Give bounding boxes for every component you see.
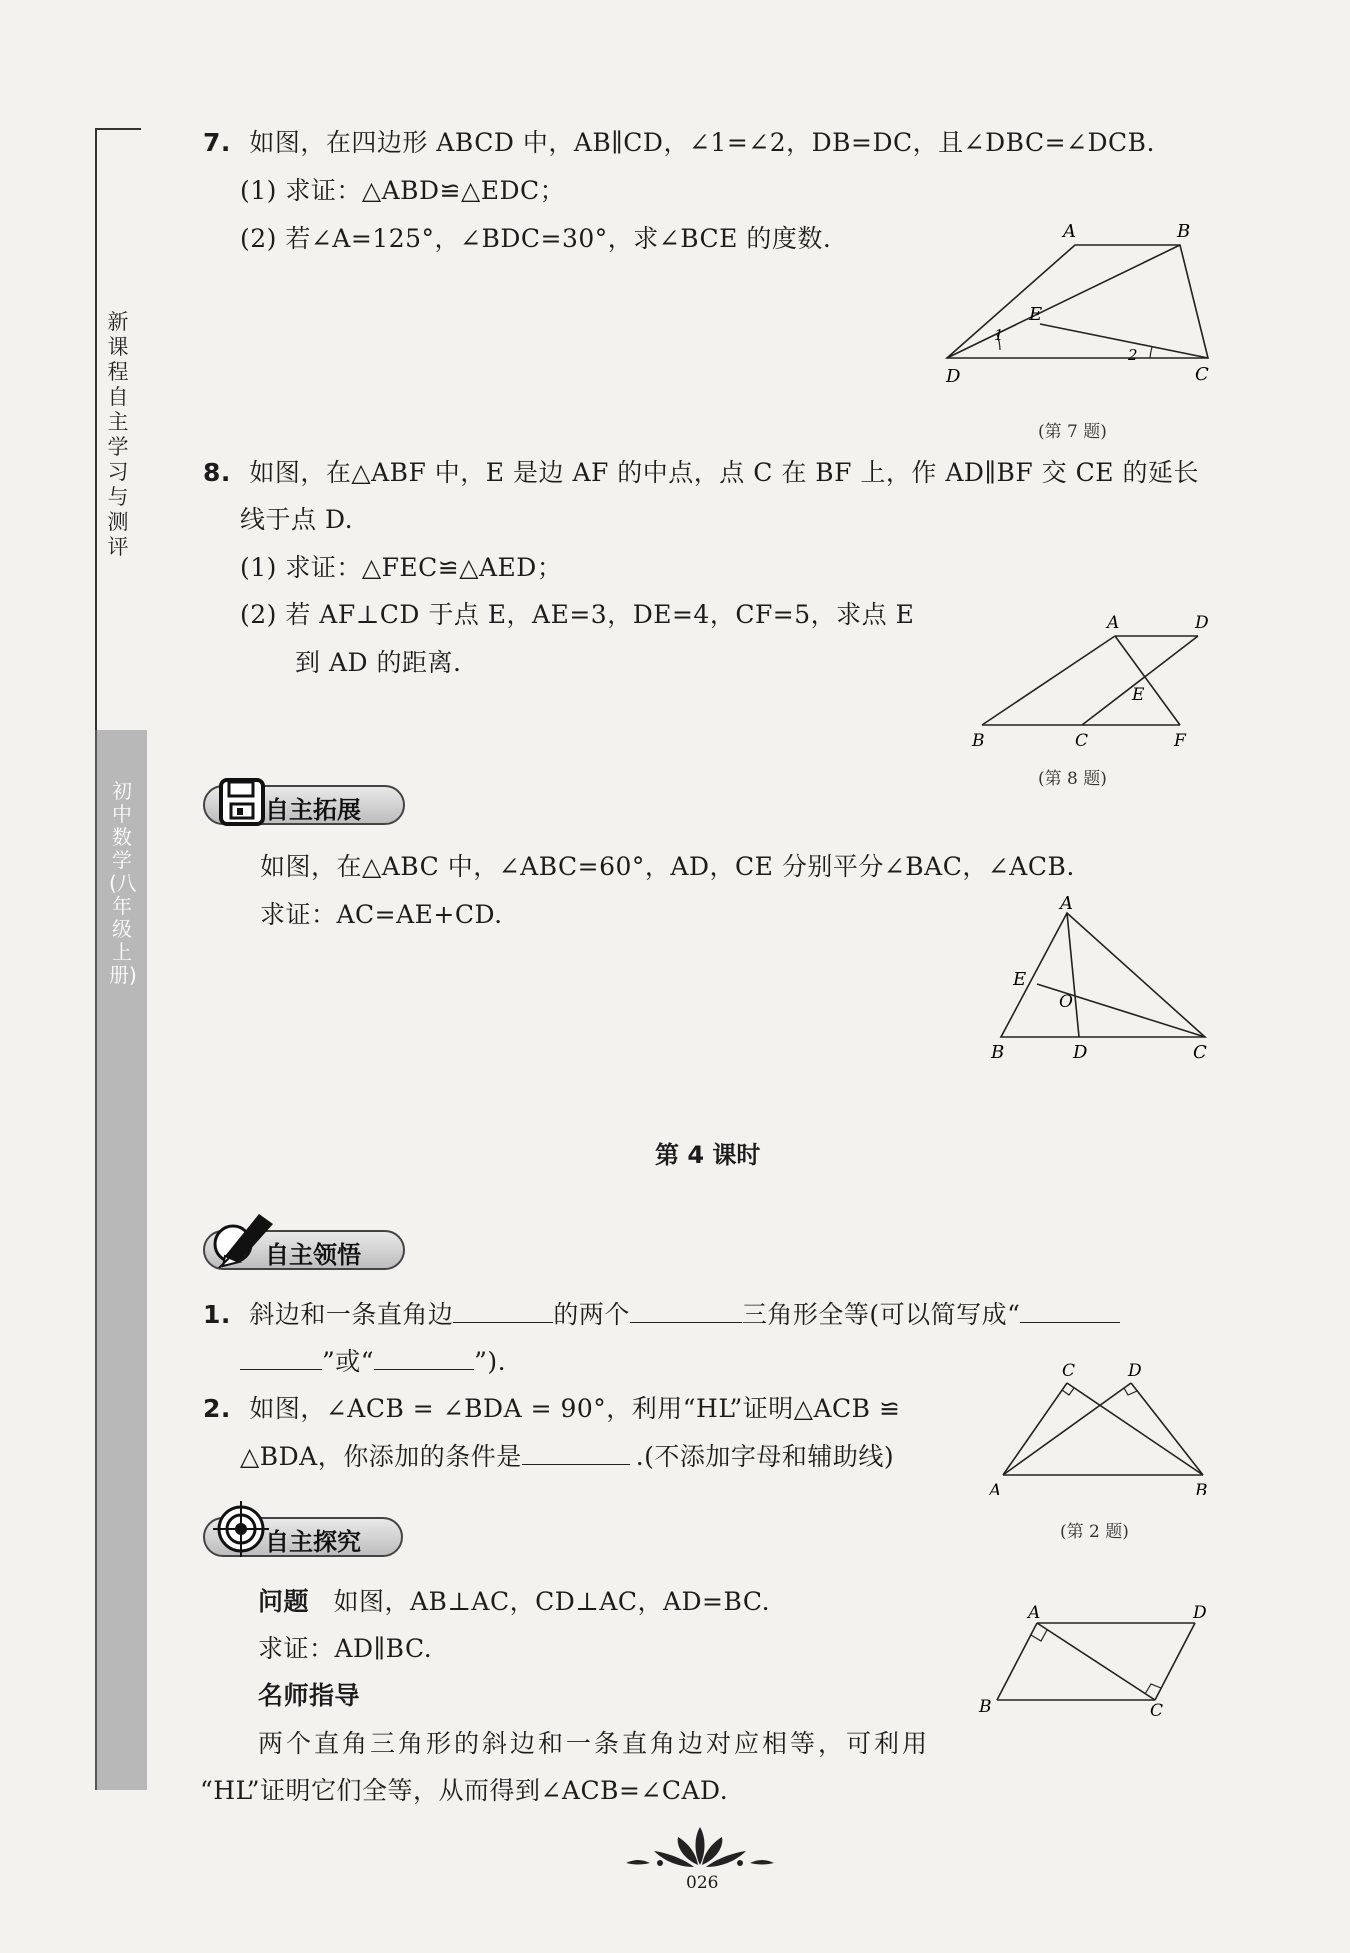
comprehend-q1-d: ”或“	[322, 1347, 375, 1376]
q8-label-a: A	[1107, 613, 1120, 633]
q8-figure	[970, 610, 1220, 755]
section-title-comprehend: 自主领悟	[265, 1241, 361, 1269]
floppy-disk-icon	[217, 775, 269, 833]
explore-guide2: “HL”证明它们全等，从而得到∠ACB=∠CAD.	[200, 1776, 729, 1805]
q7-label-e: E	[1029, 304, 1043, 325]
comprehend-q2-line1	[203, 1392, 900, 1426]
q7-label-c: C	[1195, 364, 1209, 385]
comprehend-q2-line2	[240, 1440, 894, 1474]
extend-label-c: C	[1193, 1042, 1207, 1063]
section-badge-extend	[203, 785, 405, 825]
comprehend-q1-line2	[240, 1345, 506, 1379]
blank-3b[interactable]	[240, 1345, 322, 1370]
comprehend-q1-a: 斜边和一条直角边	[249, 1300, 454, 1329]
q8-text2: 线于点 D.	[240, 505, 354, 534]
comprehend-q2-number: 2.	[203, 1394, 231, 1423]
q8-stem	[203, 456, 1199, 490]
section-title-extend: 自主拓展	[265, 796, 361, 824]
explore-label-b: B	[979, 1697, 992, 1717]
blank-4[interactable]	[374, 1345, 474, 1370]
explore-prove: 求证：AD∥BC.	[258, 1634, 433, 1663]
q8-caption: (第 8 题)	[1038, 769, 1107, 789]
blank-2[interactable]	[630, 1298, 742, 1323]
q7-stem	[203, 126, 1155, 160]
comprehend-q2-figure	[985, 1355, 1215, 1495]
q7-label-d: D	[946, 366, 961, 387]
comprehend-q2-b: △BDA，你添加的条件是	[240, 1442, 522, 1471]
extend-figure	[985, 895, 1215, 1070]
q7-sub1: (1) 求证：△ABD≌△EDC；	[240, 176, 566, 205]
q7-label-b: B	[1177, 221, 1191, 242]
explore-label-c: C	[1150, 1701, 1164, 1721]
comprehend-q2-c: .(不添加字母和辅助线)	[635, 1442, 895, 1471]
comprehend-label-a: A	[989, 1481, 1002, 1495]
explore-guide-title: 名师指导	[258, 1681, 361, 1710]
q8-sub1: (1) 求证：△FEC≌△AED；	[240, 553, 563, 582]
q8-label-c: C	[1075, 731, 1089, 751]
comprehend-q1-b: 的两个	[553, 1300, 630, 1329]
extend-text1: 如图，在△ABC 中，∠ABC=60°，AD，CE 分别平分∠BAC，∠ACB.	[260, 852, 1075, 881]
section-title-explore: 自主探究	[265, 1528, 361, 1556]
q7-label-a: A	[1063, 221, 1076, 242]
q8-text1: 如图，在△ABF 中，E 是边 AF 的中点，点 C 在 BF 上，作 AD∥BF 交 CE 的延长	[249, 458, 1199, 487]
comprehend-q1-line1	[203, 1298, 1120, 1332]
q8-label-e: E	[1132, 685, 1145, 705]
footer-ornament-icon	[620, 1823, 780, 1873]
sidebar-bottom	[95, 730, 147, 1790]
q7-text: 如图，在四边形 ABCD 中，AB∥CD，∠1=∠2，DB=DC，且∠DBC=∠DCB.	[249, 128, 1155, 157]
q8-label-d: D	[1195, 613, 1209, 633]
q7-caption: (第 7 题)	[1038, 422, 1107, 442]
q8-sub2a: (2) 若 AF⊥CD 于点 E，AE=3，DE=4，CF=5，求点 E	[240, 600, 915, 629]
q8-sub2b: 到 AD 的距离.	[295, 648, 462, 677]
explore-guide1: 两个直角三角形的斜边和一条直角边对应相等，可利用	[258, 1729, 931, 1758]
extend-label-a: A	[1060, 895, 1073, 914]
lesson-title: 第 4 课时	[655, 1141, 761, 1169]
comprehend-label-c: C	[1062, 1361, 1076, 1381]
section-badge-comprehend	[203, 1230, 405, 1270]
blank-1[interactable]	[453, 1298, 553, 1323]
comprehend-label-b: B	[1195, 1481, 1208, 1495]
sidebar-top	[95, 128, 141, 730]
blank-3a[interactable]	[1020, 1298, 1120, 1323]
q8-label-b: B	[972, 731, 985, 751]
explore-problem-label: 问题	[258, 1587, 310, 1616]
explore-problem	[258, 1585, 770, 1619]
extend-label-e: E	[1013, 969, 1027, 990]
explore-label-a: A	[1028, 1603, 1041, 1623]
sidebar-top-text: 新课程自主学习与测评	[107, 310, 129, 559]
comprehend-q1-e: ”).	[474, 1347, 507, 1376]
blank-5[interactable]	[522, 1440, 630, 1465]
q7-figure	[930, 220, 1230, 405]
q7-label-angle1: 1	[994, 326, 1004, 344]
sidebar-bottom-text: 初中数学(八年级上册)	[109, 779, 137, 987]
explore-figure	[975, 1598, 1215, 1728]
comprehend-q2-a: 如图，∠ACB = ∠BDA = 90°，利用“HL”证明△ACB ≌	[249, 1394, 901, 1423]
section-badge-explore	[203, 1517, 403, 1557]
q7-label-angle2: 2	[1128, 346, 1138, 364]
extend-text2: 求证：AC=AE+CD.	[260, 900, 503, 929]
q8-number: 8.	[203, 458, 231, 487]
q7-number: 7.	[203, 128, 231, 157]
extend-label-o: O	[1059, 992, 1073, 1012]
comprehend-q1-c: 三角形全等(可以简写成“	[741, 1300, 1021, 1329]
explore-problem-text: 如图，AB⊥AC，CD⊥AC，AD=BC.	[333, 1587, 771, 1616]
extend-label-b: B	[991, 1042, 1005, 1063]
target-icon	[213, 1501, 269, 1557]
comprehend-q2-caption: (第 2 题)	[1060, 1522, 1129, 1542]
extend-label-d: D	[1073, 1042, 1088, 1063]
comprehend-label-d: D	[1128, 1361, 1142, 1381]
page-number: 026	[686, 1873, 719, 1893]
q7-sub2: (2) 若∠A=125°，∠BDC=30°，求∠BCE 的度数.	[240, 224, 832, 253]
comprehend-q1-number: 1.	[203, 1300, 231, 1329]
q8-label-f: F	[1174, 731, 1186, 751]
explore-label-d: D	[1193, 1603, 1207, 1623]
